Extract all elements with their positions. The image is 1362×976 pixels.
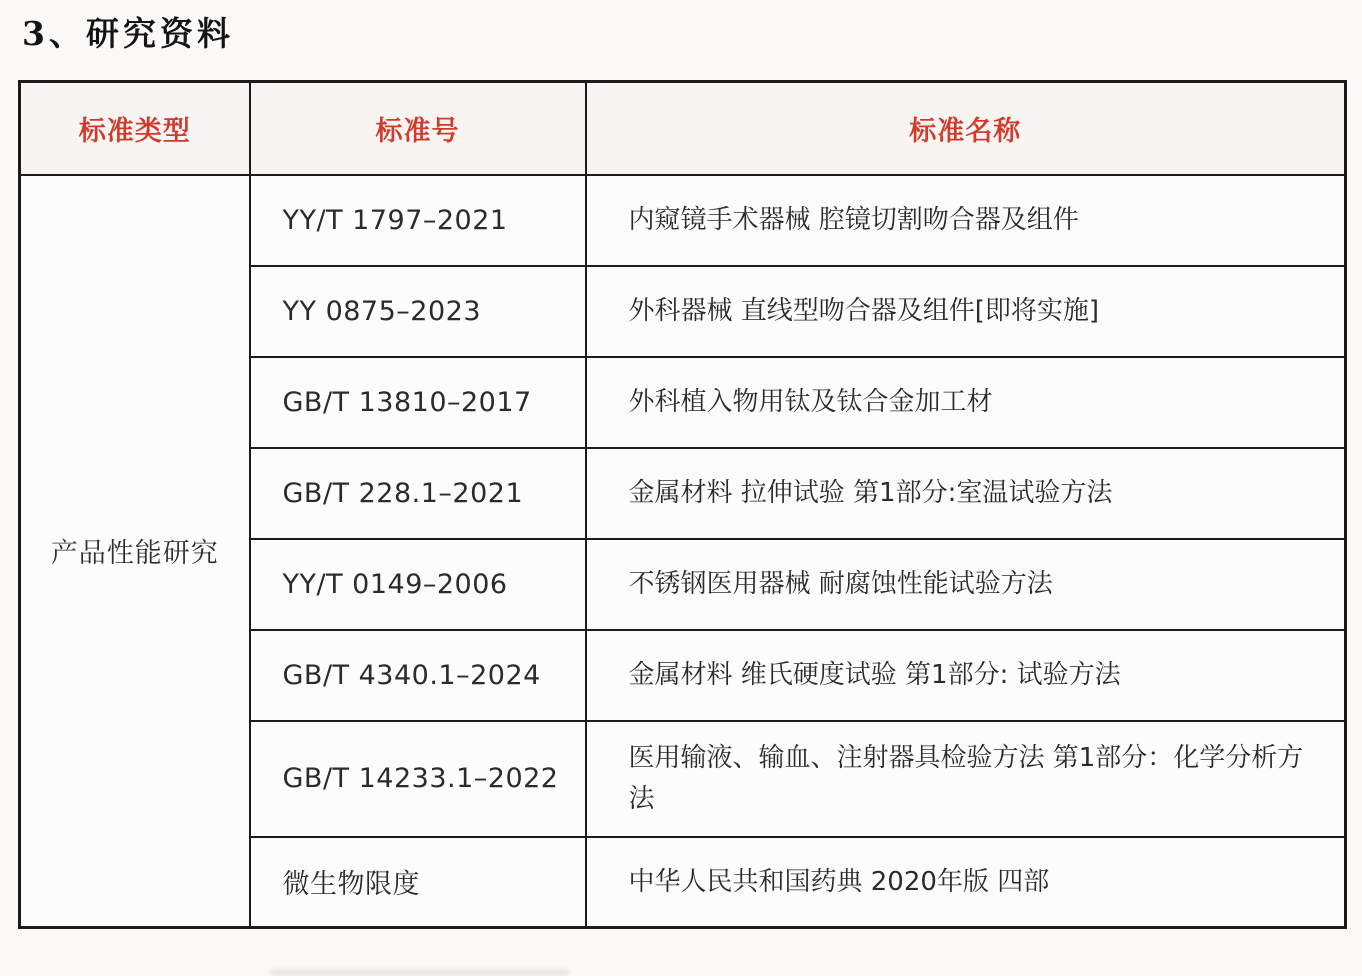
standard-name-cell: 中华人民共和国药典 2020年版 四部 <box>586 837 1346 928</box>
standard-name-cell: 内窥镜手术器械 腔镜切割吻合器及组件 <box>586 175 1346 266</box>
header-standard-number: 标准号 <box>250 82 586 175</box>
category-cell: 产品性能研究 <box>20 175 250 928</box>
standard-name-cell: 金属材料 维氏硬度试验 第1部分: 试验方法 <box>586 630 1346 721</box>
standard-name-cell: 外科植入物用钛及钛合金加工材 <box>586 357 1346 448</box>
standards-table <box>18 80 1347 929</box>
standard-name-cell: 金属材料 拉伸试验 第1部分:室温试验方法 <box>586 448 1346 539</box>
standard-name-cell: 不锈钢医用器械 耐腐蚀性能试验方法 <box>586 539 1346 630</box>
standard-name-cell: 外科器械 直线型吻合器及组件[即将实施] <box>586 266 1346 357</box>
standard-number-cell: GB/T 14233.1–2022 <box>250 721 586 837</box>
standard-number-cell: GB/T 13810–2017 <box>250 357 586 448</box>
standard-number-cell: GB/T 228.1–2021 <box>250 448 586 539</box>
standard-name-cell: 医用输液、输血、注射器具检验方法 第1部分：化学分析方法 <box>586 721 1346 837</box>
standard-number-cell: YY 0875–2023 <box>250 266 586 357</box>
standard-number-cell: YY/T 0149–2006 <box>250 539 586 630</box>
header-standard-name: 标准名称 <box>586 82 1346 175</box>
header-standard-type: 标准类型 <box>20 82 250 175</box>
table-row <box>20 175 1346 266</box>
standard-number-cell: YY/T 1797–2021 <box>250 175 586 266</box>
standard-number-cell: 微生物限度 <box>250 837 586 928</box>
standard-number-cell: GB/T 4340.1–2024 <box>250 630 586 721</box>
cropped-content-remnant <box>270 969 570 976</box>
section-title: 3、研究资料 <box>22 14 234 53</box>
table-header-row <box>20 82 1346 175</box>
